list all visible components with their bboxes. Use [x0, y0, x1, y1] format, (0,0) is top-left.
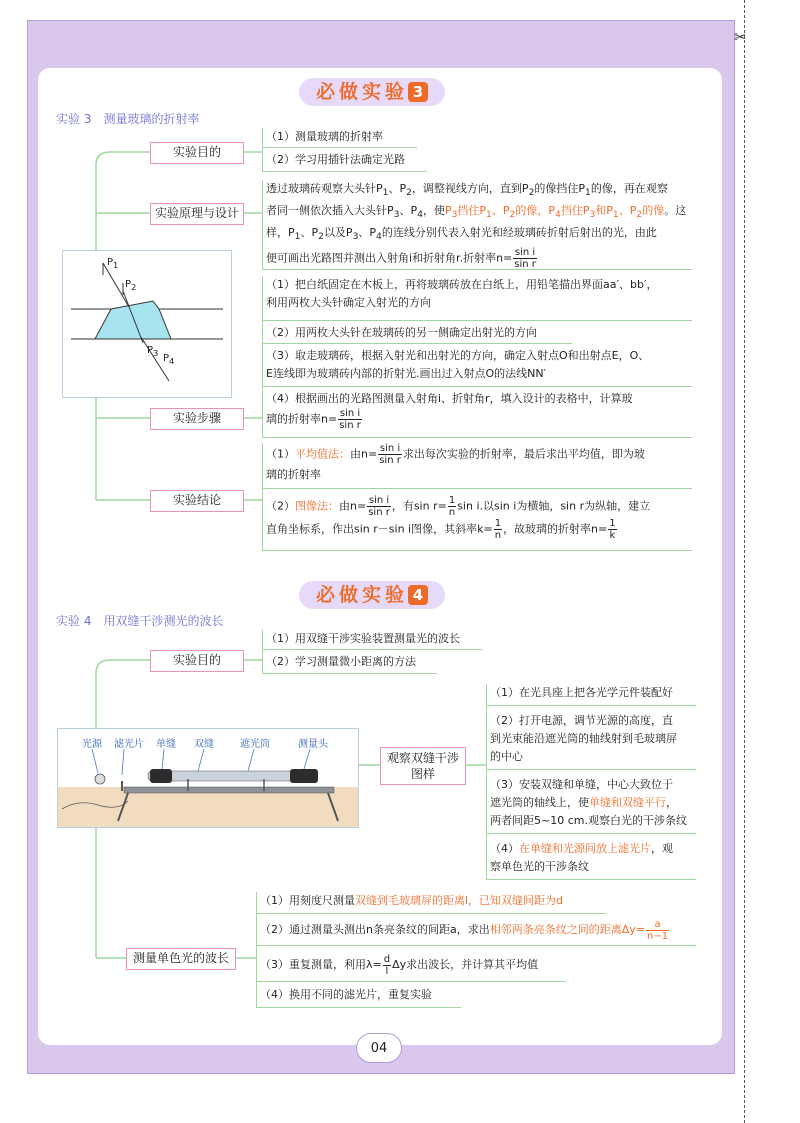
principle-node: 实验原理与设计 [150, 203, 244, 225]
steps-node: 实验步骤 [150, 408, 244, 430]
glass-brick-figure: $P_1$ $P_2$ $P_3$ $P_4$ [62, 250, 232, 398]
section3-title-text: 必做实验 [315, 81, 408, 103]
section4-title-number: 4 [408, 585, 428, 605]
experiment4-heading: 实验 4 用双缝干涉测光的波长 [56, 614, 224, 628]
purpose4-item-1: （1）用双缝干涉实验装置测量光的波长 [262, 630, 482, 650]
label-filter: 滤光片 [114, 739, 144, 750]
measure-item-4: （4）换用不同的滤光片，重复实验 [256, 986, 461, 1008]
measure-item-2: （2）通过测量头测出n条亮条纹的间距a，求出相邻两条亮条纹之间的距离Δy= $\frac{a}{n-1}$ [256, 918, 696, 946]
section3-title [299, 78, 445, 106]
conclusion-node: 实验结论 [150, 490, 244, 512]
pin-label-p2: P [125, 279, 132, 290]
observe-item-1: （1）在光具座上把各光学元件装配好 [486, 684, 696, 706]
principle-text: 透过玻璃砖观察大头针$P_1$、$P_2$，调整视线方向，直到$P_2$的像挡住$P_1$的像，再在观察 者同一侧依次插入大头针$P_3$、$P_4$，使$P_3$挡住$P_1$、$P_2$的像，$P_4$挡住$P_3$和$P_1$、$P_2$的像。这 样，$P_1$、$P_2$以及$P_3$、$P_4$的连线分别代表入射光和经玻璃砖折射后射出的光，由此 便可画出光路图并测出入射角i和折射角r.折射率n= $\frac{\text{sin i}}{\text{sin r}}$ [262, 180, 692, 270]
step-item-3: （3）取走玻璃砖，根据入射光和出射光的方向，确定入射点O和出射点E，O、 E连线即为玻璃砖内部的折射光.画出过入射点O的法线NN′ [262, 347, 692, 387]
step-item-4: （4）根据画出的光路图测量入射角i、折射角r，填入设计的表格中，计算玻 璃的折射率n= $\frac{\text{sin i}}{\text{sin r}}$ [262, 390, 692, 438]
observe-node: 观察双缝干涉 图样 [380, 747, 466, 785]
scissors-icon: ✂ [734, 28, 747, 46]
pin-label-p1: P [107, 257, 114, 268]
label-light-shield-tube: 遮光筒 [240, 739, 270, 750]
purpose4-node: 实验目的 [150, 650, 244, 672]
step-item-2: （2）用两枚大头针在玻璃砖的另一侧确定出射光的方向 [262, 324, 572, 344]
observe-item-3: （3）安装双缝和单缝，中心大致位于 遮光筒的轴线上，使单缝和双缝平行， 两者间距5~10 cm.观察白光的干涉条纹 [486, 776, 696, 834]
purpose-item-1: （1）测量玻璃的折射率 [262, 128, 417, 148]
double-slit-apparatus-figure [57, 728, 359, 828]
label-measuring-head: 测量头 [298, 739, 328, 750]
observe-item-4: （4）在单缝和光源间放上滤光片，观 察单色光的干涉条纹 [486, 840, 696, 880]
conclusion-item-1: （1）平均值法：由n= $\frac{\text{sin i}}{\text{sin r}}$ 求出每次实验的折射率，最后求出平均值，即为玻 璃的折射率 [262, 443, 692, 489]
purpose-node: 实验目的 [150, 142, 244, 164]
conclusion-item-2: （2）图像法：由n= $\frac{\text{sin i}}{\text{sin r}}$ ，有sin r= $\frac{1}{n}$ sin i.以sin i为横轴，sin r为纵轴，建立 直角坐标系，作出sin r－sin i图像，其斜率k= $\frac{1}{n}$ ，故玻璃的折射率n= $\frac{1}{k}$ [262, 495, 692, 551]
experiment3-heading: 实验 3 测量玻璃的折射率 [56, 112, 200, 126]
pin-label-p4: P [163, 353, 170, 364]
purpose4-item-2: （2）学习测量微小距离的方法 [262, 653, 437, 674]
label-double-slit: 双缝 [194, 739, 214, 750]
label-single-slit: 单缝 [156, 739, 176, 750]
step-item-1: （1）把白纸固定在木板上，再将玻璃砖放在白纸上，用铅笔描出界面aa′、bb′， 利用两枚大头针确定入射光的方向 [262, 276, 692, 321]
section4-title [299, 581, 445, 609]
measure-item-1: （1）用刻度尺测量双缝到毛玻璃屏的距离l，已知双缝间距为d [256, 892, 606, 914]
measure-node: 测量单色光的波长 [126, 948, 236, 970]
label-light-source: 光源 [82, 739, 102, 750]
glass-brick-shape [95, 301, 171, 339]
measure-item-3: （3）重复测量，利用λ= $\frac{d}{l}$ Δy求出波长，并计算其平均值 [256, 952, 566, 982]
observe-item-2: （2）打开电源，调节光源的高度，直 到光束能沿遮光筒的轴线射到毛玻璃屏 的中心 [486, 712, 696, 770]
section3-title-number: 3 [408, 82, 428, 102]
page-number: 04 [356, 1033, 402, 1063]
pin-label-p3: P [147, 345, 154, 356]
purpose-item-2: （2）学习用插针法确定光路 [262, 151, 427, 172]
glass-brick-diagram [63, 251, 231, 397]
section4-title-text: 必做实验 [315, 584, 408, 606]
